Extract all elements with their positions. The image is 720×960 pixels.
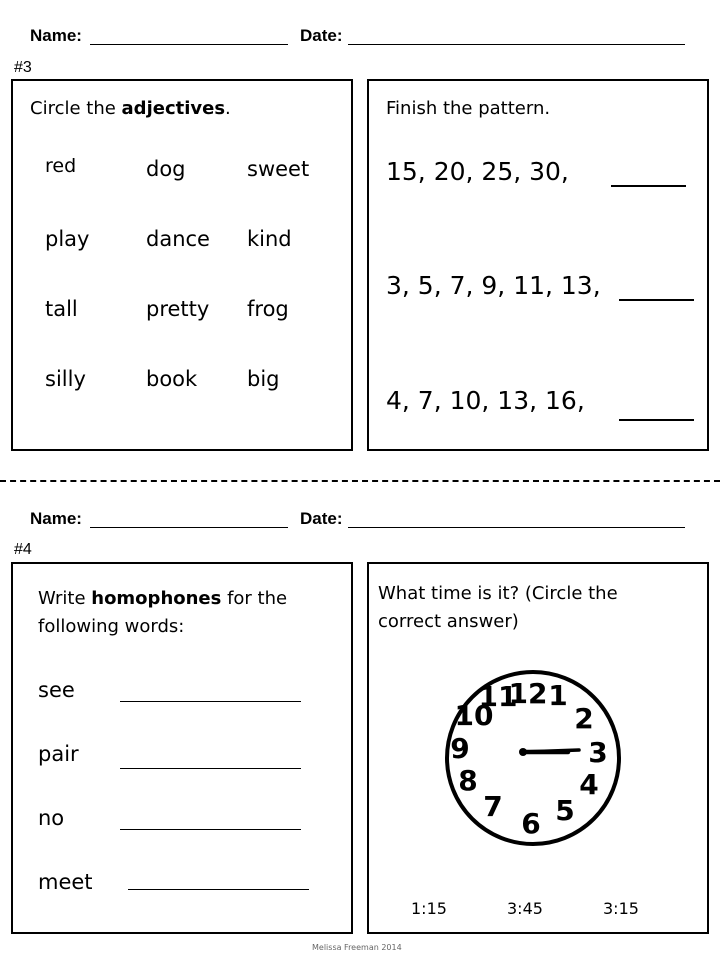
name-label-1: Name: [30, 26, 82, 45]
clock-title: What time is it? (Circle the correct answer) [378, 583, 618, 632]
adjective-word[interactable]: kind [247, 227, 292, 251]
clock-numeral: 10 [454, 699, 494, 732]
homophone-word: no [38, 806, 65, 830]
homophone-answer-line[interactable] [128, 889, 309, 890]
pattern-sequence: 3, 5, 7, 9, 11, 13, [386, 271, 601, 300]
clock-numeral: 11 [478, 680, 518, 713]
name-line-2[interactable] [90, 527, 288, 528]
time-option[interactable]: 3:15 [603, 899, 639, 918]
pattern-box [367, 79, 709, 451]
date-line-2[interactable] [348, 527, 685, 528]
homophones-title: Write homophones for the following words: [38, 588, 288, 637]
date-label-2: Date: [300, 509, 343, 528]
clock-numeral: 3 [588, 736, 608, 769]
adjective-word[interactable]: dance [146, 227, 210, 251]
adjectives-title: Circle the adjectives. [30, 98, 231, 119]
pattern-answer-blank[interactable] [619, 419, 694, 421]
clock-center-dot [519, 748, 527, 756]
homophone-word: meet [38, 870, 93, 894]
pattern-answer-blank[interactable] [619, 299, 694, 301]
homophone-word: see [38, 678, 75, 702]
clock-numeral: 7 [483, 790, 503, 823]
adjectives-box [11, 79, 353, 451]
clock-numeral: 6 [521, 807, 541, 840]
clock-numeral: 4 [579, 768, 599, 801]
date-line-1[interactable] [348, 44, 685, 45]
pattern-sequence: 15, 20, 25, 30, [386, 157, 569, 186]
adjective-word[interactable]: dog [146, 157, 186, 181]
homophone-answer-line[interactable] [120, 829, 301, 830]
adjective-word[interactable]: big [247, 367, 280, 391]
adjective-word[interactable]: red [45, 155, 77, 177]
adjective-word[interactable]: sweet [247, 157, 310, 181]
time-option[interactable]: 3:45 [507, 899, 543, 918]
section-number-3: #3 [14, 59, 32, 76]
pattern-sequence: 4, 7, 10, 13, 16, [386, 386, 585, 415]
homophone-answer-line[interactable] [120, 701, 301, 702]
adjective-word[interactable]: pretty [146, 297, 210, 321]
pattern-answer-blank[interactable] [611, 185, 686, 187]
clock-box [367, 562, 709, 934]
clock-numeral: 8 [458, 764, 478, 797]
cut-line [0, 480, 720, 482]
clock-numeral: 9 [450, 732, 470, 765]
clock-numeral: 5 [555, 794, 575, 827]
clock-numeral: 1 [548, 679, 568, 712]
clock-numeral: 12 [508, 677, 548, 710]
adjective-word[interactable]: tall [45, 297, 78, 321]
clock-numeral: 2 [574, 702, 594, 735]
adjective-word[interactable]: frog [247, 297, 289, 321]
adjective-word[interactable]: play [45, 227, 90, 251]
footer-credit: Melissa Freeman 2014 [312, 943, 402, 952]
homophones-box [11, 562, 353, 934]
name-label-2: Name: [30, 509, 82, 528]
homophone-answer-line[interactable] [120, 768, 301, 769]
date-label-1: Date: [300, 26, 343, 45]
name-line-1[interactable] [90, 44, 288, 45]
clock-face [438, 663, 628, 853]
adjective-word[interactable]: book [146, 367, 198, 391]
homophone-word: pair [38, 742, 79, 766]
time-option[interactable]: 1:15 [411, 899, 447, 918]
section-number-4: #4 [14, 541, 32, 558]
pattern-title: Finish the pattern. [386, 98, 551, 119]
adjective-word[interactable]: silly [45, 367, 86, 391]
